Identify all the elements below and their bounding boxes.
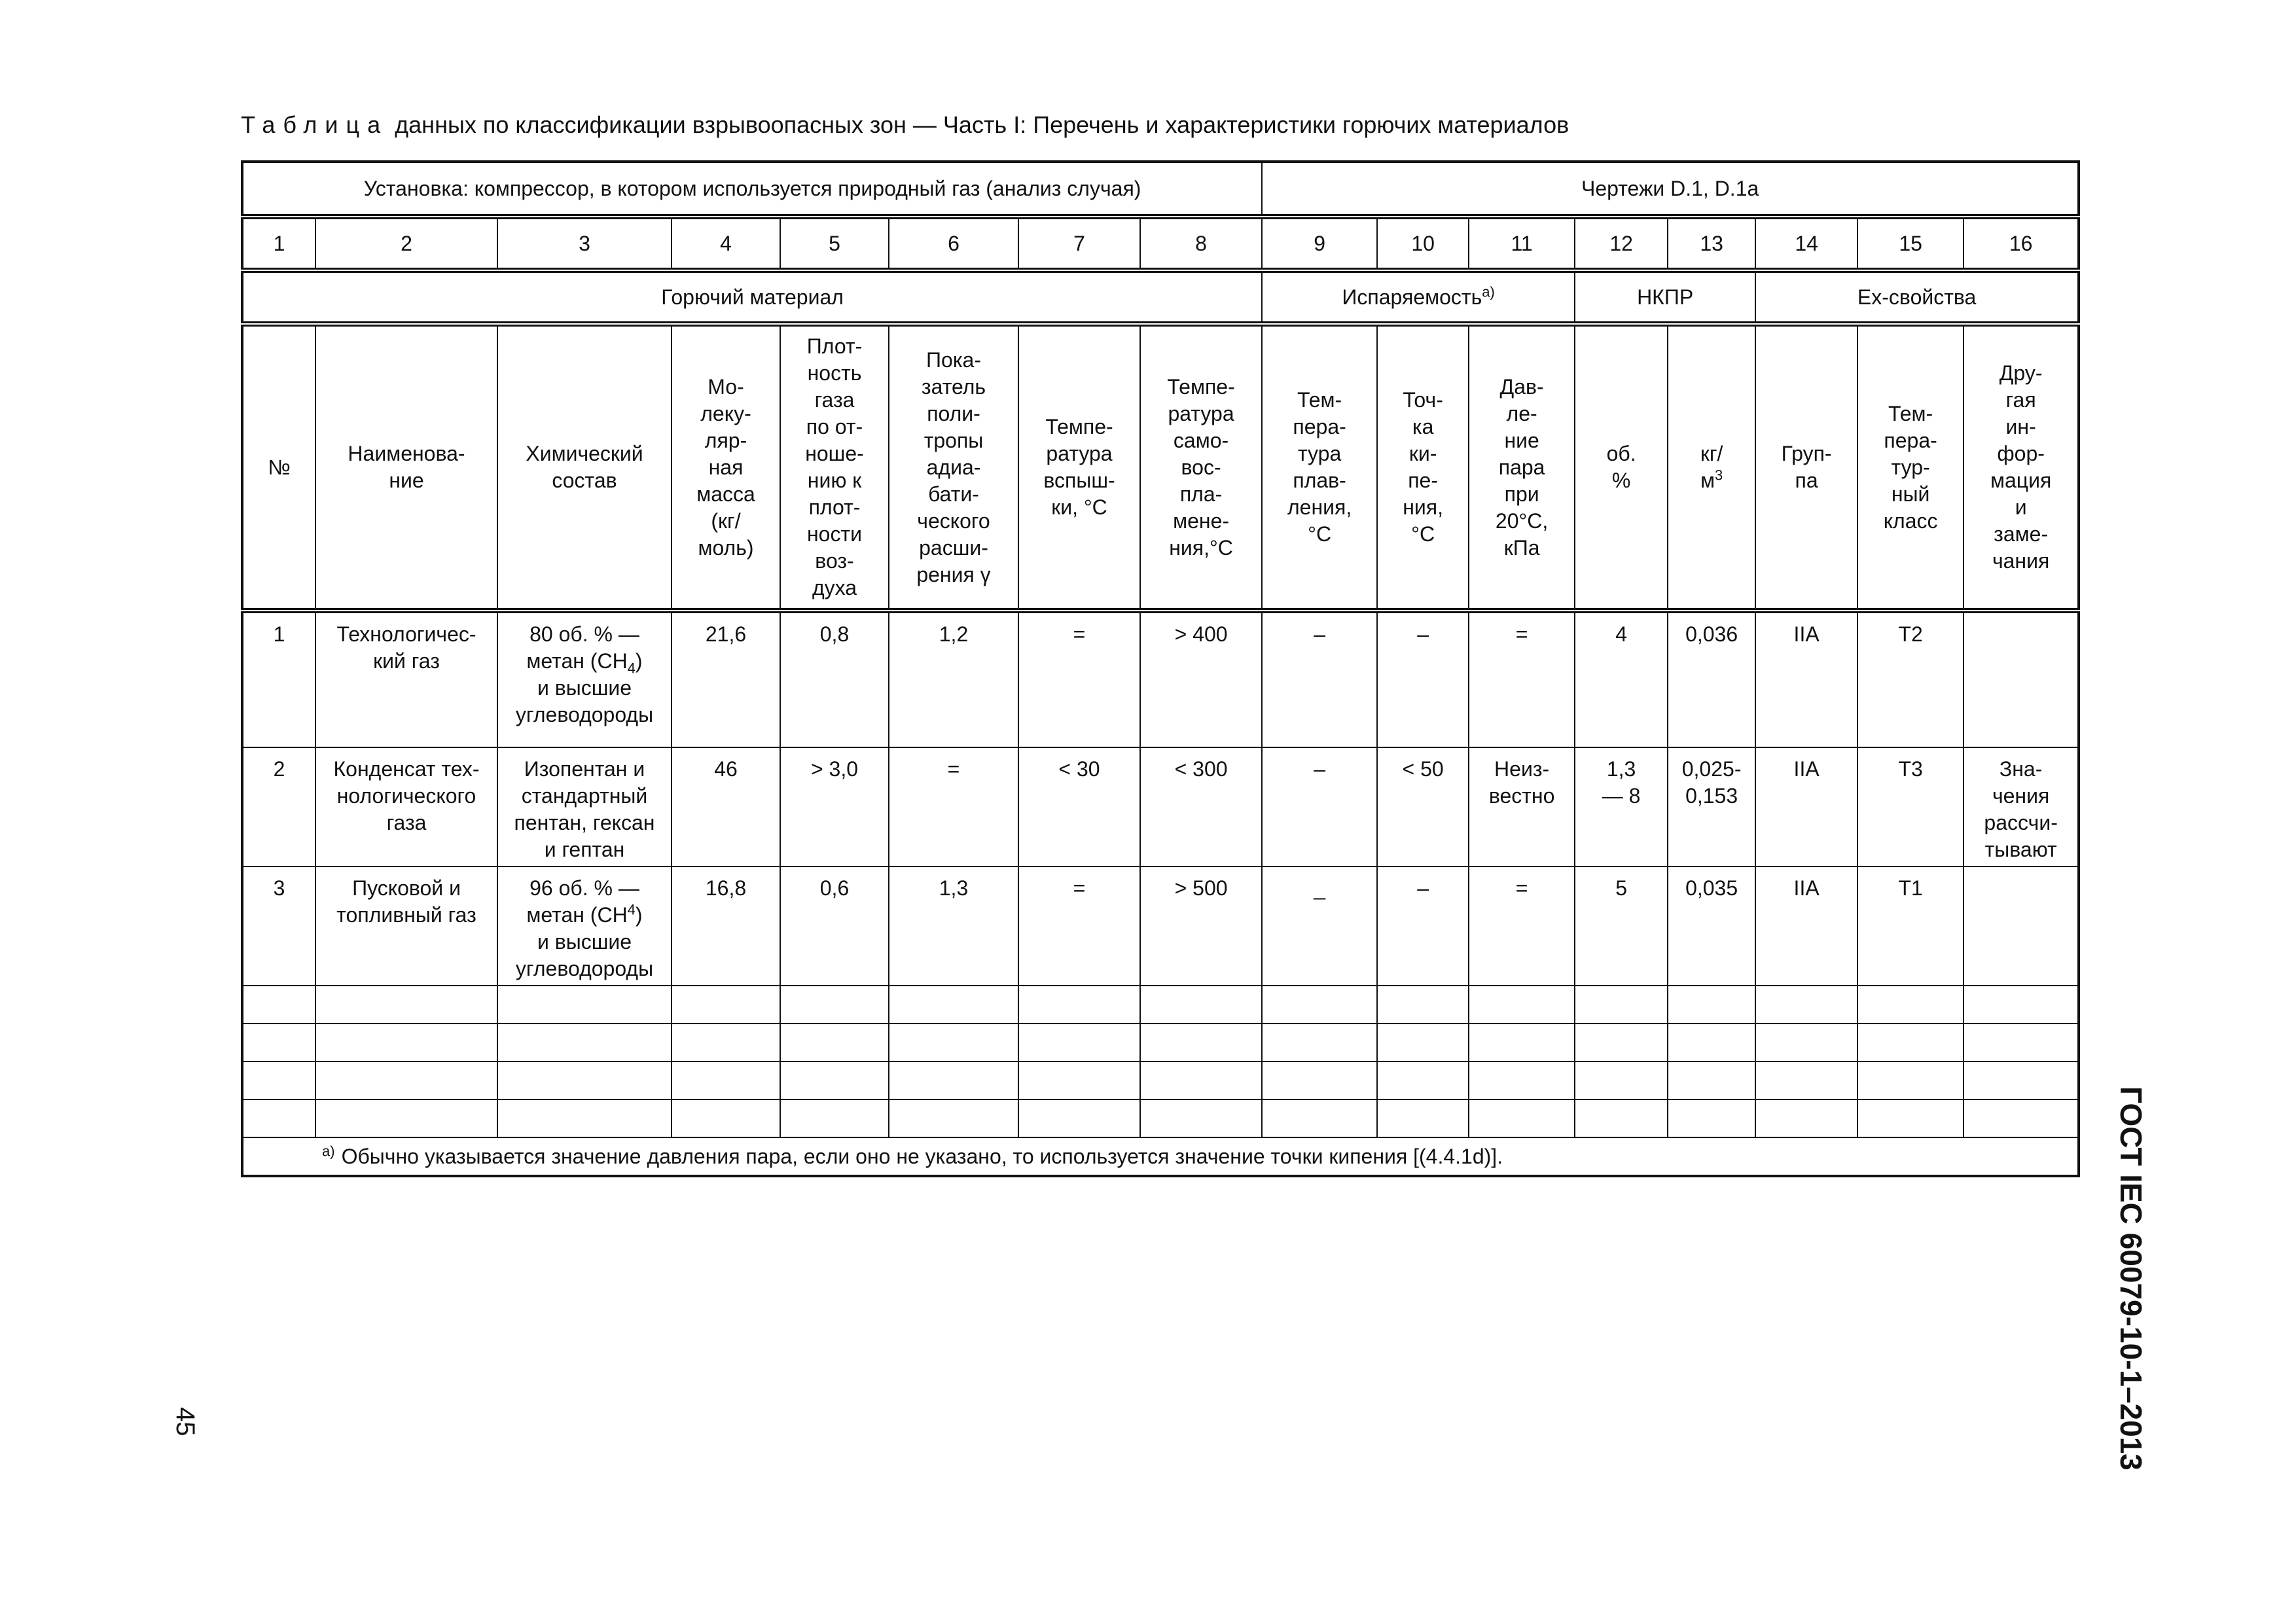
column-header: [1140, 324, 1262, 611]
empty-cell: [497, 986, 672, 1024]
cell-polytrope: 1,3: [889, 866, 1018, 986]
footnote-mark: а): [1482, 283, 1495, 300]
empty-cell: [1857, 1099, 1964, 1137]
column-numbers-row: [242, 217, 2079, 270]
column-number: 16: [1964, 217, 2079, 270]
empty-cell: [1469, 1099, 1575, 1137]
column-header-text: Наименова- ние: [348, 442, 465, 492]
empty-cell: [780, 1061, 889, 1099]
empty-cell: [1755, 1099, 1857, 1137]
empty-cell: [1377, 1061, 1469, 1099]
cell-boil: –: [1377, 866, 1469, 986]
empty-cell: [497, 1024, 672, 1061]
cell-flash: < 30: [1018, 747, 1140, 866]
empty-cell: [242, 1024, 315, 1061]
empty-cell: [1964, 986, 2079, 1024]
empty-cell: [242, 1099, 315, 1137]
column-header: [1469, 324, 1575, 611]
empty-cell: [1668, 1099, 1755, 1137]
cell-num: 2: [242, 747, 315, 866]
cell-num: 1: [242, 611, 315, 747]
column-number: 8: [1140, 217, 1262, 270]
cell-autoign: < 300: [1140, 747, 1262, 866]
table-caption: [241, 111, 1569, 139]
empty-cell: [1668, 986, 1755, 1024]
column-header-text: №: [268, 455, 291, 479]
empty-cell: [1964, 1061, 2079, 1099]
cell-mass: 46: [672, 747, 780, 866]
empty-cell: [1377, 1024, 1469, 1061]
cell-vapor: =: [1469, 611, 1575, 747]
cell-autoign: > 400: [1140, 611, 1262, 747]
table-row: [242, 611, 2079, 747]
caption-label: Таблица: [241, 111, 389, 138]
cell-lel_kg: 0,035: [1668, 866, 1755, 986]
cell-composition: [497, 866, 672, 986]
cell-melt: –: [1262, 747, 1377, 866]
footnote-text: Обычно указывается значение давления пара, если оно не указано, то используется значение точки кипения [(4.4.1d)].: [341, 1144, 1503, 1168]
cell-group: IIA: [1755, 866, 1857, 986]
column-header-text: Точ- ка ки- пе- ния, °С: [1403, 388, 1443, 546]
column-header: [1262, 324, 1377, 611]
column-header-text: Тем- пера- тура плав- ления, °С: [1287, 388, 1352, 546]
empty-cell: [1262, 1099, 1377, 1137]
empty-cell: [497, 1061, 672, 1099]
cell-density: 0,8: [780, 611, 889, 747]
cell-density: > 3,0: [780, 747, 889, 866]
column-header: [780, 324, 889, 611]
column-number: 2: [315, 217, 497, 270]
cell-tclass: Т3: [1857, 747, 1964, 866]
empty-cell: [497, 1099, 672, 1137]
column-header: [1668, 324, 1755, 611]
composition-text-end: ) и высшие углеводороды: [515, 649, 654, 726]
cell-lel_vol: 5: [1575, 866, 1668, 986]
empty-cell: [1469, 986, 1575, 1024]
cell-tclass: Т2: [1857, 611, 1964, 747]
composition-text: 96 об. % — метан (СН: [526, 876, 639, 927]
empty-cell: [1964, 1024, 2079, 1061]
empty-cell: [315, 1099, 497, 1137]
footnote-mark: а): [322, 1142, 335, 1159]
empty-cell: [1469, 1061, 1575, 1099]
cell-density: 0,6: [780, 866, 889, 986]
cell-mass: 16,8: [672, 866, 780, 986]
empty-cell: [315, 1061, 497, 1099]
cell-tclass: Т1: [1857, 866, 1964, 986]
cell-lel_kg: 0,025- 0,153: [1668, 747, 1755, 866]
cell-other: [1964, 611, 2079, 747]
cell-vapor: Неиз- вестно: [1469, 747, 1575, 866]
empty-cell: [1668, 1024, 1755, 1061]
flammable-materials-table: [241, 160, 2080, 1177]
empty-cell: [672, 1099, 780, 1137]
empty-cell: [242, 986, 315, 1024]
column-header-text: Тем- пера- тур- ный класс: [1883, 401, 1938, 533]
column-header: [1377, 324, 1469, 611]
table-row: [242, 866, 2079, 986]
cell-lel_vol: 1,3 — 8: [1575, 747, 1668, 866]
cell-num: 3: [242, 866, 315, 986]
empty-cell: [1857, 1061, 1964, 1099]
empty-cell: [889, 1099, 1018, 1137]
group-volatility: [1262, 270, 1575, 324]
column-number: 5: [780, 217, 889, 270]
empty-cell: [780, 1024, 889, 1061]
cell-polytrope: 1,2: [889, 611, 1018, 747]
cell-composition: [497, 747, 672, 866]
column-header: [1018, 324, 1140, 611]
column-header: [672, 324, 780, 611]
empty-cell: [315, 986, 497, 1024]
cell-melt: –: [1262, 611, 1377, 747]
cell-vapor: =: [1469, 866, 1575, 986]
empty-cell: [1857, 986, 1964, 1024]
column-number: 9: [1262, 217, 1377, 270]
column-number: 4: [672, 217, 780, 270]
methane-index: 4: [627, 901, 636, 918]
empty-cell: [889, 986, 1018, 1024]
column-header-text: Темпе- ратура само- вос- пла- мене- ния,°С: [1167, 374, 1235, 560]
column-header: [889, 324, 1018, 611]
empty-cell: [1575, 1099, 1668, 1137]
column-header-text: Пока- затель поли- тропы адиа- бати- ческого расши- рения γ: [916, 348, 991, 586]
empty-cell: [1018, 1024, 1140, 1061]
column-number: 13: [1668, 217, 1755, 270]
cell-lel_vol: 4: [1575, 611, 1668, 747]
table-row: [242, 747, 2079, 866]
cell-other: [1964, 866, 2079, 986]
empty-cell: [1262, 986, 1377, 1024]
group-lel: НКПР: [1575, 270, 1755, 324]
empty-cell: [1262, 1061, 1377, 1099]
empty-cell: [1018, 986, 1140, 1024]
cell-melt: _: [1262, 866, 1377, 986]
empty-cell: [1140, 1099, 1262, 1137]
methane-index: 4: [627, 660, 636, 677]
column-header: [497, 324, 672, 611]
empty-cell: [672, 1061, 780, 1099]
cell-composition: [497, 611, 672, 747]
standard-designation: ГОСТ IEC 60079-10-1–2013: [2114, 1086, 2148, 1471]
column-header: [1755, 324, 1857, 611]
column-groups-row: [242, 270, 2079, 324]
column-number: 15: [1857, 217, 1964, 270]
empty-cell: [1140, 1024, 1262, 1061]
column-header-text: Химический состав: [526, 442, 643, 492]
cell-boil: < 50: [1377, 747, 1469, 866]
column-number: 6: [889, 217, 1018, 270]
column-header-text: Дав- ле- ние пара при 20°С, кПа: [1495, 374, 1549, 560]
empty-cell: [1755, 1024, 1857, 1061]
empty-row: [242, 986, 2079, 1024]
empty-cell: [1964, 1099, 2079, 1137]
empty-cell: [315, 1024, 497, 1061]
group-material: Горючий материал: [242, 270, 1262, 324]
empty-cell: [1262, 1024, 1377, 1061]
column-number: 3: [497, 217, 672, 270]
cell-other: Зна- чения рассчи- тывают: [1964, 747, 2079, 866]
column-header-text: Темпе- ратура вспыш- ки, °С: [1043, 415, 1115, 519]
empty-cell: [1575, 1024, 1668, 1061]
composition-text: 80 об. % — метан (СН: [526, 622, 639, 673]
footnote-cell: [242, 1137, 2079, 1176]
cell-lel_kg: 0,036: [1668, 611, 1755, 747]
column-number: 12: [1575, 217, 1668, 270]
cell-name: Технологичес- кий газ: [315, 611, 497, 747]
empty-cell: [780, 986, 889, 1024]
empty-cell: [1575, 1061, 1668, 1099]
empty-cell: [1140, 986, 1262, 1024]
column-number: 11: [1469, 217, 1575, 270]
cell-group: IIA: [1755, 747, 1857, 866]
group-ex: Ех-свойства: [1755, 270, 2079, 324]
cell-name: Пусковой и топливный газ: [315, 866, 497, 986]
empty-cell: [780, 1099, 889, 1137]
composition-text: Изопентан и стандартный пентан, гексан и гептан: [514, 757, 655, 861]
empty-cell: [1857, 1024, 1964, 1061]
column-number: 7: [1018, 217, 1140, 270]
column-header-text: Плот- ность газа по от- ноше- нию к плот- ности воз- духа: [805, 334, 864, 599]
caption-text: данных по классификации взрывоопасных зон — Часть I: Перечень и характеристики горючих материалов: [395, 111, 1570, 138]
cell-mass: 21,6: [672, 611, 780, 747]
column-header: [242, 324, 315, 611]
empty-cell: [1377, 1099, 1469, 1137]
empty-cell: [1377, 986, 1469, 1024]
empty-cell: [1755, 986, 1857, 1024]
column-header: [1857, 324, 1964, 611]
column-header: [1575, 324, 1668, 611]
drawings-cell: Чертежи D.1, D.1a: [1262, 162, 2079, 217]
column-header: [315, 324, 497, 611]
column-header-text: кг/ м: [1700, 442, 1723, 492]
installation-row: [242, 162, 2079, 217]
empty-cell: [889, 1024, 1018, 1061]
cell-polytrope: =: [889, 747, 1018, 866]
column-header-text: об. %: [1606, 442, 1636, 492]
superscript-3: 3: [1714, 467, 1723, 484]
column-number: 10: [1377, 217, 1469, 270]
cell-autoign: > 500: [1140, 866, 1262, 986]
empty-cell: [1140, 1061, 1262, 1099]
empty-cell: [1575, 986, 1668, 1024]
cell-group: IIA: [1755, 611, 1857, 747]
composition-text-end: ) и высшие углеводороды: [515, 903, 654, 980]
empty-row: [242, 1061, 2079, 1099]
column-header-text: Мо- леку- ляр- ная масса (кг/ моль): [696, 374, 755, 560]
column-header-text: Груп- па: [1781, 442, 1832, 492]
empty-row: [242, 1099, 2079, 1137]
empty-cell: [889, 1061, 1018, 1099]
empty-cell: [1668, 1061, 1755, 1099]
page-number: 45: [171, 1407, 200, 1436]
empty-cell: [1018, 1061, 1140, 1099]
column-headers-row: [242, 324, 2079, 611]
installation-cell: Установка: компрессор, в котором используется природный газ (анализ случая): [242, 162, 1262, 217]
column-number: 1: [242, 217, 315, 270]
empty-cell: [1469, 1024, 1575, 1061]
cell-boil: –: [1377, 611, 1469, 747]
cell-name: Конденсат тех- нологического газа: [315, 747, 497, 866]
empty-cell: [242, 1061, 315, 1099]
empty-cell: [1018, 1099, 1140, 1137]
column-number: 14: [1755, 217, 1857, 270]
cell-flash: =: [1018, 866, 1140, 986]
empty-row: [242, 1024, 2079, 1061]
column-header: [1964, 324, 2079, 611]
footnote-row: [242, 1137, 2079, 1176]
cell-flash: =: [1018, 611, 1140, 747]
column-header-text: Дру- гая ин- фор- мация и заме- чания: [1990, 361, 2052, 573]
empty-cell: [672, 986, 780, 1024]
empty-cell: [672, 1024, 780, 1061]
empty-cell: [1755, 1061, 1857, 1099]
group-volatility-label: Испаряемость: [1342, 285, 1482, 309]
